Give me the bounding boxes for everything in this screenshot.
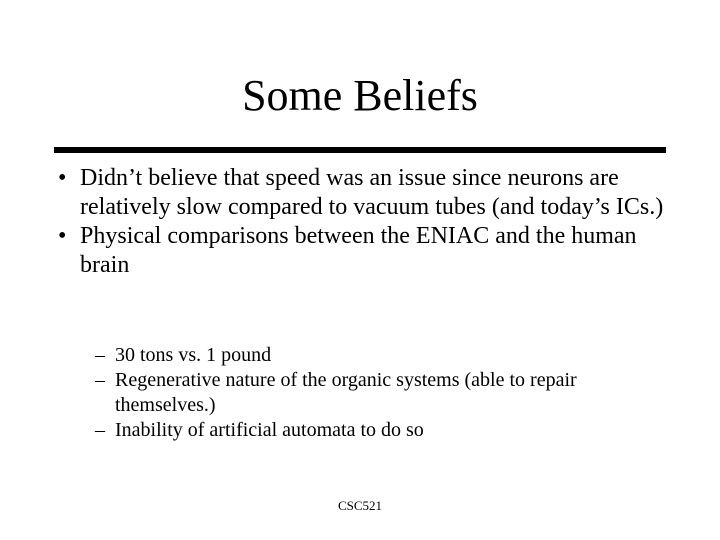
subbullet-list — [95, 343, 655, 443]
bullet-list — [58, 164, 668, 280]
bullet-text: Didn’t believe that speed was an issue since neurons are relatively slow compared to vacuum tubes (and today’s ICs.) — [80, 165, 664, 220]
dash-marker: – — [95, 419, 105, 441]
bullet-item — [58, 164, 668, 222]
bullet-marker: • — [58, 165, 67, 191]
slide-title: Some Beliefs — [242, 71, 478, 120]
bullet-text: Physical comparisons between the ENIAC and the human brain — [80, 223, 637, 278]
subbullet-item — [95, 368, 655, 418]
title-divider — [54, 147, 666, 153]
subbullet-text: Regenerative nature of the organic systems (able to repair themselves.) — [115, 369, 577, 416]
subbullet-text: Inability of artificial automata to do so — [115, 419, 424, 441]
dash-marker: – — [95, 369, 105, 391]
dash-marker: – — [95, 344, 105, 366]
bullet-item — [58, 222, 668, 280]
subbullet-item — [95, 418, 655, 443]
bullet-marker: • — [58, 223, 67, 249]
subbullet-text: 30 tons vs. 1 pound — [115, 344, 272, 366]
slide-footer: CSC521 — [337, 498, 383, 513]
subbullet-item — [95, 343, 655, 368]
